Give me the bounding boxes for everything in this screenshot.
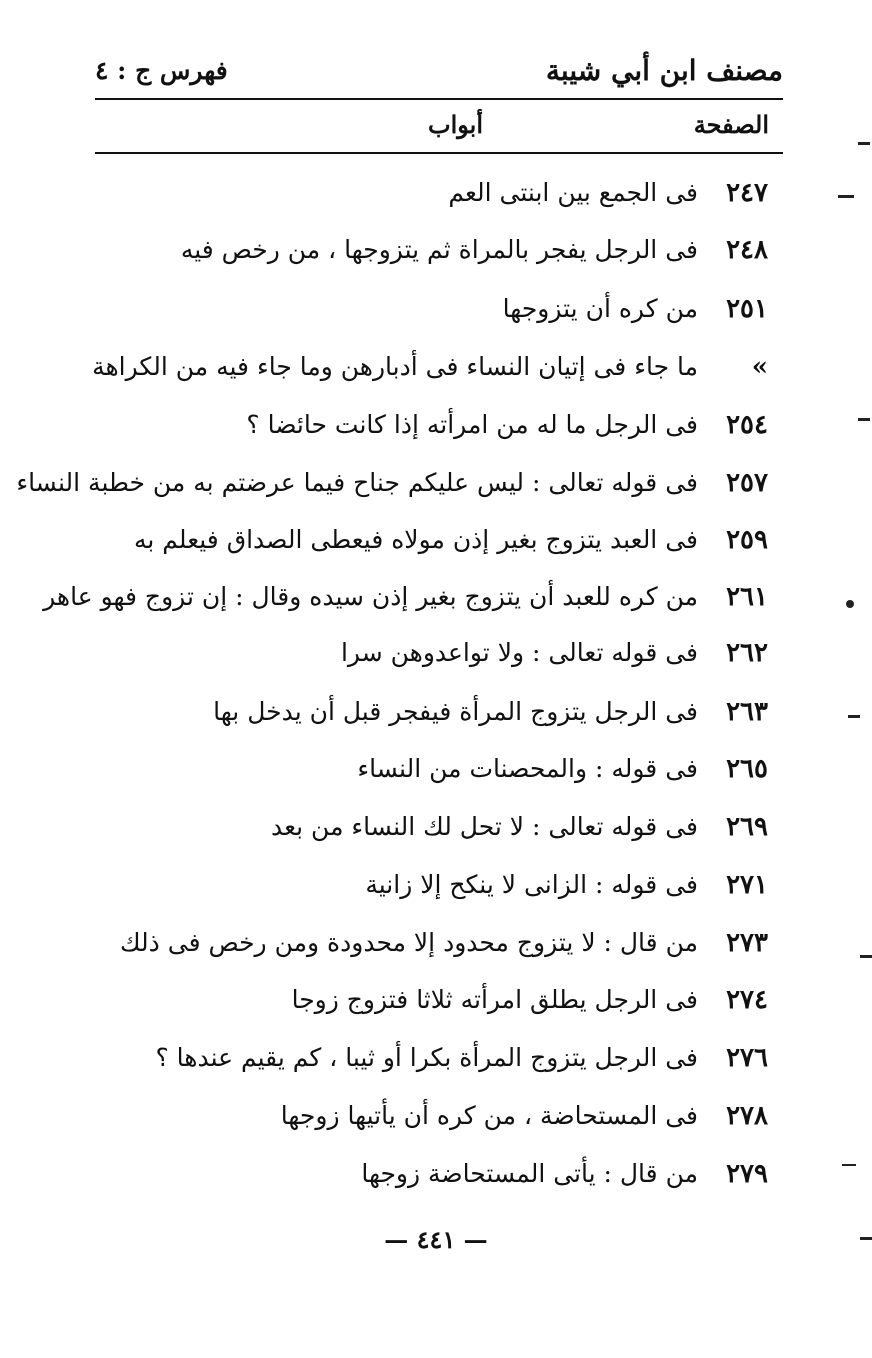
list-item — [88, 697, 768, 741]
list-item — [88, 638, 768, 682]
list-item — [88, 1159, 768, 1203]
list-item — [88, 525, 768, 569]
entry-page-number: ٢٦٥ — [726, 754, 768, 784]
entry-title: فى الرجل يطلق امرأته ثلاثا فتزوج زوجا — [291, 985, 698, 1014]
page-number-footer: — ٤٤١ — — [384, 1225, 488, 1254]
list-item — [88, 352, 768, 396]
entry-page-number: ٢٦٩ — [726, 812, 768, 842]
entry-page-number: ٢٧١ — [726, 870, 768, 900]
entry-title: فى الجمع بين ابنتى العم — [448, 178, 698, 207]
entry-title: فى قوله : الزانى لا ينكح إلا زانية — [365, 870, 698, 899]
entry-page-number: ٢٤٧ — [726, 178, 768, 208]
entry-page-number: ٢٧٨ — [726, 1101, 768, 1131]
margin-mark — [858, 142, 870, 145]
entry-title: ما جاء فى إتيان النساء فى أدبارهن وما جاء فيه من الكراهة — [92, 352, 698, 381]
list-item — [88, 294, 768, 338]
entry-page-number: ٢٧٦ — [726, 1043, 768, 1073]
entry-title: فى الرجل يتزوج المرأة فيفجر قبل أن يدخل بها — [213, 697, 698, 726]
entry-page-number: ٢٧٤ — [726, 985, 768, 1015]
page-header — [95, 52, 783, 92]
page-column-label: الصفحة — [693, 110, 769, 139]
column-header — [95, 108, 783, 146]
list-item — [88, 870, 768, 914]
entry-page-number: ٢٥٧ — [726, 468, 768, 498]
list-item — [88, 410, 768, 454]
margin-mark — [860, 955, 872, 958]
entry-title: فى الرجل يفجر بالمراة ثم يتزوجها ، من رخص فيه — [180, 235, 698, 264]
margin-mark — [858, 418, 870, 421]
list-item — [88, 985, 768, 1029]
entry-title: فى قوله : والمحصنات من النساء — [357, 754, 698, 783]
margin-mark — [860, 1237, 872, 1240]
entry-page-number: ٢٥١ — [726, 294, 768, 324]
entry-page-number: ٢٧٩ — [726, 1159, 768, 1189]
margin-mark — [842, 1164, 856, 1166]
margin-mark — [846, 600, 854, 608]
entry-title: من كره للعبد أن يتزوج بغير إذن سيده وقال : إن تزوج فهو عاهر — [43, 582, 698, 611]
list-item — [88, 178, 768, 222]
list-item — [88, 928, 768, 972]
entry-title: فى العبد يتزوج بغير إذن مولاه فيعطى الصداق فيعلم به — [133, 525, 698, 554]
index-label: فهرس ج : ٤ — [95, 56, 228, 85]
list-item — [16, 468, 768, 512]
entry-title: فى قوله تعالى : ليس عليكم جناح فيما عرضتم به من خطبة النساء — [16, 468, 698, 497]
entry-title: فى قوله تعالى : ولا تواعدوهن سرا — [340, 638, 698, 667]
entry-title: من قال : لا يتزوج محدود إلا محدودة ومن رخص فى ذلك — [119, 928, 698, 957]
entry-page-number: ٢٦١ — [726, 582, 768, 612]
entry-page-number: ٢٦٣ — [726, 697, 768, 727]
list-item — [88, 235, 768, 279]
entry-page-number: ٢٦٢ — [726, 638, 768, 668]
entry-page-number: ٢٥٤ — [726, 410, 768, 440]
list-item — [43, 582, 768, 626]
entry-page-number: » — [751, 352, 768, 382]
list-item — [88, 754, 768, 798]
header-divider — [95, 98, 783, 100]
entry-title: فى الرجل ما له من امرأته إذا كانت حائضا ؟ — [246, 410, 698, 439]
entry-title: فى المستحاضة ، من كره أن يأتيها زوجها — [280, 1101, 698, 1130]
margin-mark — [848, 715, 860, 718]
entry-title: من قال : يأتى المستحاضة زوجها — [361, 1159, 698, 1188]
book-title: مصنف ابن أبي شيبة — [545, 54, 783, 87]
list-item — [88, 1101, 768, 1145]
column-divider — [95, 152, 783, 154]
margin-mark — [838, 195, 854, 198]
list-item — [88, 1043, 768, 1087]
entry-title: فى الرجل يتزوج المرأة بكرا أو ثيبا ، كم يقيم عندها ؟ — [155, 1043, 698, 1072]
entry-page-number: ٢٧٣ — [726, 928, 768, 958]
entry-title: من كره أن يتزوجها — [502, 294, 698, 323]
chapters-column-label: أبواب — [427, 110, 483, 139]
list-item — [88, 812, 768, 856]
entry-title: فى قوله تعالى : لا تحل لك النساء من بعد — [270, 812, 698, 841]
entry-page-number: ٢٤٨ — [726, 235, 768, 265]
entry-page-number: ٢٥٩ — [726, 525, 768, 555]
